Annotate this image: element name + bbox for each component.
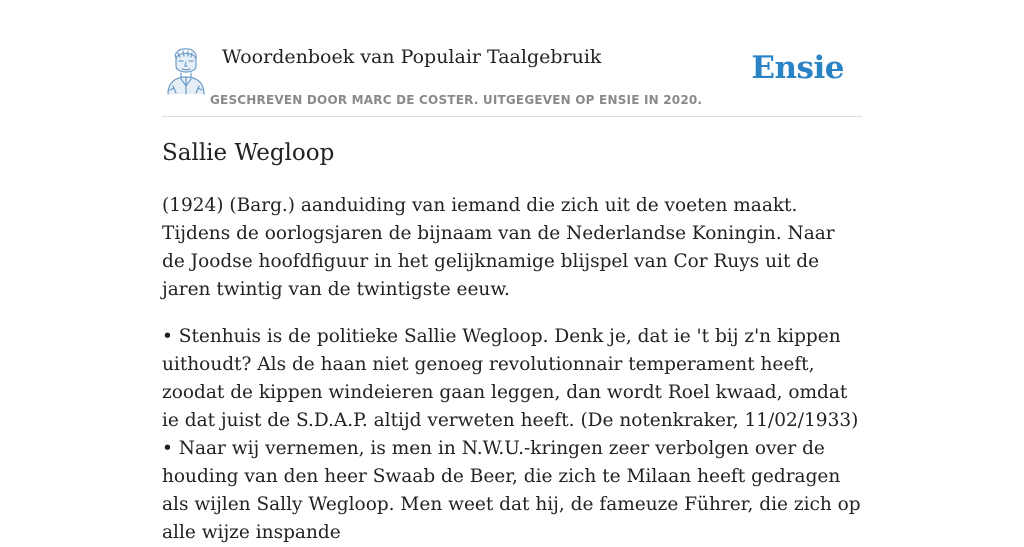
citation-quote: • Naar wij vernemen, is men in N.W.U.-kringen zeer verbolgen over de houding van den heer Swaab de Beer, die zich te Milaan heeft gedragen als wijlen Sally Wegloop. Men weet dat hij, de fameuze Führer, die zich op alle wijze inspande xyxy=(162,438,861,543)
page-header xyxy=(162,0,862,117)
citation-list xyxy=(162,323,862,547)
author-portrait-icon[interactable] xyxy=(164,46,208,96)
dictionary-title[interactable]: Woordenboek van Populair Taalgebruik xyxy=(222,46,602,68)
entry-definition: (1924) (Barg.) aanduiding van iemand die zich uit de voeten maakt. Tijdens de oorlogsjaren de bijnaam van de Nederlandse Koningin. Naar de Joodse hoofdfiguur in het gelijknamige blijspel van Cor Ruys uit de jaren twintig van de twintigste eeuw. xyxy=(162,195,835,300)
citation-quote: • Stenhuis is de politieke Sallie Wegloop. Denk je, dat ie 't bij z'n kippen uithoudt? Als de haan niet genoeg revolutionnair temperament heeft, zoodat de kippen windeieren gaan leggen, dan wordt Roel kwaad, omdat ie dat juist de S.D.A.P. altijd verweten heeft. (De notenkraker, 11/02/1933) xyxy=(162,326,859,431)
entry-page xyxy=(162,0,862,543)
entry-term: Sallie Wegloop xyxy=(162,140,335,166)
author-byline: GESCHREVEN DOOR MARC DE COSTER. UITGEGEVEN OP ENSIE IN 2020. xyxy=(210,93,703,107)
ensie-logo[interactable]: Ensie xyxy=(751,50,844,86)
